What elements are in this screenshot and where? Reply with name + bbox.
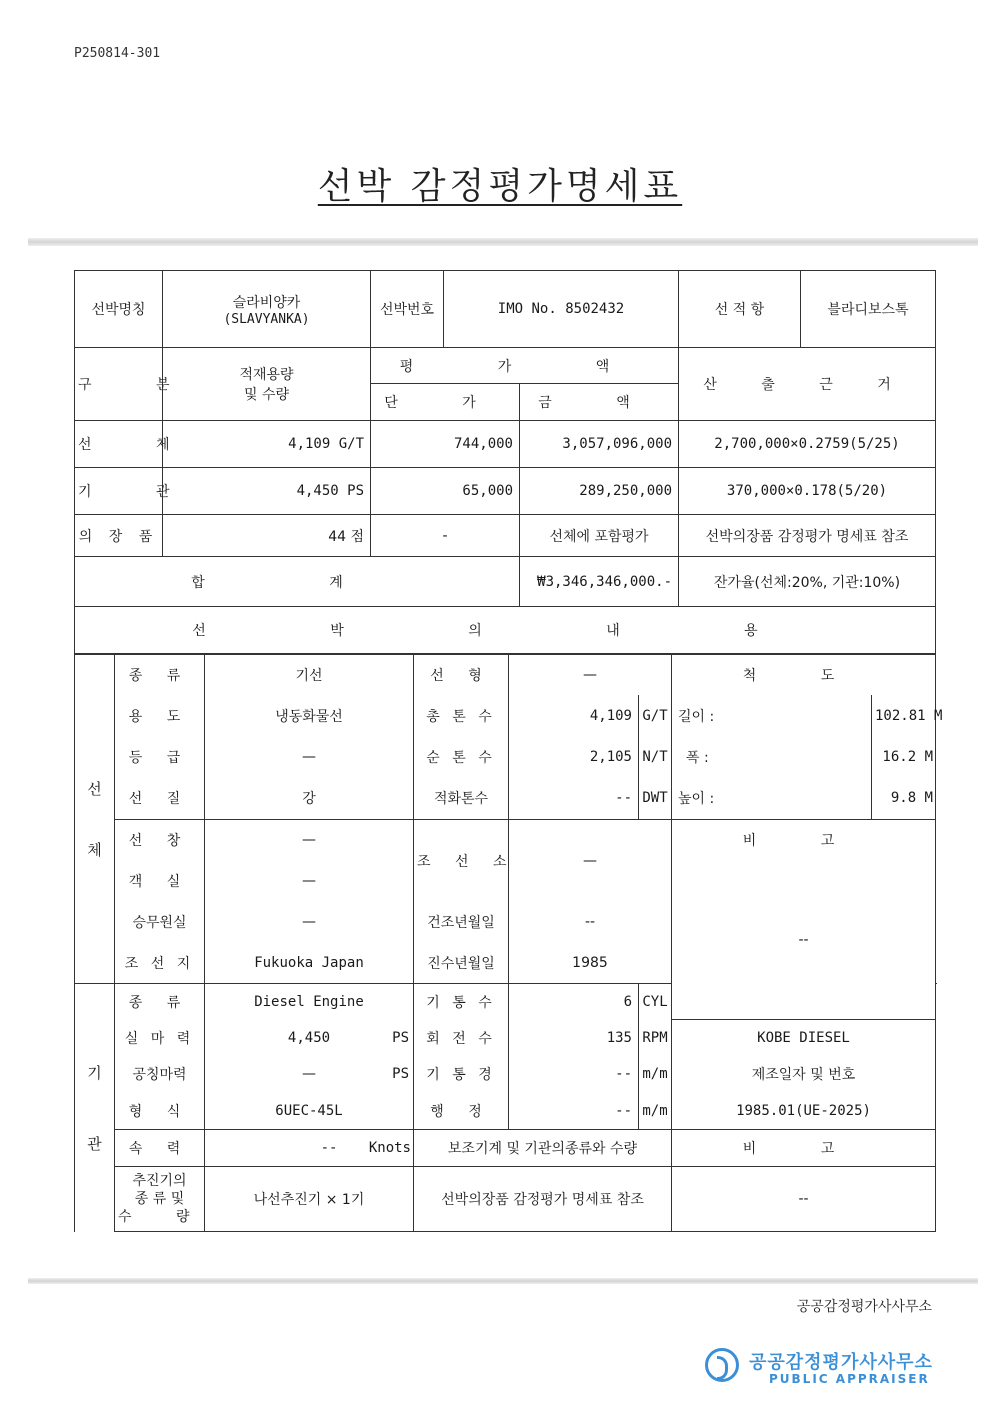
dwt: -- [509,778,639,820]
dwt-label: 적화톤수 [414,778,509,820]
total-amount: ₩3,346,346,000.- [520,557,679,607]
ship-name-label: 선박명칭 [75,271,163,348]
gross-tonnage-label: 총 톤 수 [414,695,509,737]
page-title [0,158,1000,209]
speed: -- [320,1140,338,1156]
net-tonnage: 2,105 [509,737,639,778]
bore-unit: m/m [639,1056,672,1093]
length: 102.81 M [872,695,936,737]
launch-label: 진수년월일 [414,943,509,984]
row-category: 기 관 [75,468,163,515]
aux-label: 보조기계 및 기관의종류와 수량 [414,1130,672,1167]
propulsion: 나선추진기 × 1기 [205,1167,414,1232]
maker: KOBE DIESEL [672,1020,936,1056]
propulsion-label-3: 수 량 [118,1209,210,1225]
rpm-unit: RPM [639,1020,672,1056]
row-amount: 선체에 포함평가 [520,515,679,557]
row-unit-price: - [371,515,520,557]
nominal-label: 공칭마력 [115,1056,205,1093]
cabin: — [205,861,414,902]
nominal-unit: PS [392,1066,409,1082]
engine-kind: Diesel Engine [205,984,414,1020]
hull-grade: — [205,737,414,778]
speed-unit: Knots [368,1140,411,1156]
hull-section-label [75,655,115,984]
hold: — [205,820,414,861]
nominal: — [302,1066,316,1082]
engine-row-model [75,1093,936,1130]
total-row [75,557,936,607]
speed-cell [205,1130,414,1167]
hull-remarks: -- [672,861,936,1020]
engine-row-nominal [75,1056,936,1093]
document-number: P250814-301 [74,46,161,61]
hull-label-gap [78,799,111,839]
hull-material: 강 [205,778,414,820]
logo-text-kr: 공공감정평가사사무소 [749,1352,933,1373]
total-label: 합 계 [75,557,520,607]
engine-remarks-label: 비 고 [672,1130,936,1167]
stroke-unit: m/m [639,1093,672,1130]
row-unit-price: 65,000 [371,468,520,515]
engine-label-1: 기 [87,1063,102,1082]
mfg-label: 제조일자 및 번호 [672,1056,936,1093]
header-unit-price: 단 가 [371,384,520,421]
hull-label-1: 선 [87,780,102,798]
ship-info-row [75,271,936,348]
gross-tonnage: 4,109 [509,695,639,737]
engine-row-speed [75,1130,936,1167]
row-amount: 3,057,096,000 [520,421,679,468]
rpm-label: 회 전 수 [414,1020,509,1056]
hull-material-label: 선 질 [115,778,205,820]
table-row [75,468,936,515]
residual-rate: 잔가율(선체:20%, 기관:10%) [679,557,936,607]
row-unit-price: 744,000 [371,421,520,468]
row-capacity: 4,109 G/T [163,421,371,468]
ship-name-kr: 슬라비양카 [232,294,301,311]
header-row-1 [75,348,936,384]
hull-remarks-label: 비 고 [672,820,936,861]
public-appraiser-logo [705,1346,935,1390]
net-tonnage-label: 순 톤 수 [414,737,509,778]
details-title-row [75,607,936,654]
header-basis: 산 출 근 거 [679,348,936,421]
row-category: 의 장 품 [75,515,163,557]
crew-label: 승무원실 [115,902,205,943]
logo-mark-icon [705,1348,739,1382]
height-label: 높이 : [672,778,872,820]
dwt-unit: DWT [639,778,672,820]
stroke: -- [509,1093,639,1130]
row-basis: 370,000×0.178(5/20) [679,468,936,515]
engine-label-gap [78,1083,111,1133]
propulsion-label-1: 추진기의 [132,1173,187,1189]
propulsion-label-2: 종 류 및 [134,1191,185,1207]
hull-grade-label: 등 급 [115,737,205,778]
power-cell [205,1020,414,1056]
ship-name [163,271,371,348]
net-tonnage-unit: N/T [639,737,672,778]
model-label: 형 식 [115,1093,205,1130]
row-amount: 289,250,000 [520,468,679,515]
stroke-label: 행 정 [414,1093,509,1130]
speed-label: 속 력 [115,1130,205,1167]
header-category: 구 분 [75,348,163,421]
hold-label: 선 창 [115,820,205,861]
row-basis: 2,700,000×0.2759(5/25) [679,421,936,468]
dims-label: 척 도 [672,655,936,695]
ship-number-label: 선박번호 [371,271,444,348]
hull-kind-label: 종 류 [115,655,205,695]
scan-divider-bottom [28,1278,978,1284]
built-label: 건조년월일 [414,902,509,943]
header-capacity-line2: 및 수량 [243,387,290,403]
page-title-text: 선박 감정평가명세표 [317,166,683,207]
model: 6UEC-45L [205,1093,414,1130]
engine-row-power [75,1020,936,1056]
hull-row-material [75,778,936,820]
propulsion-label [115,1167,210,1232]
row-category: 선 체 [75,421,163,468]
cylinder-count: 6 [509,984,639,1020]
hull-use: 냉동화물선 [205,695,414,737]
cylinder-unit: CYL [639,984,672,1020]
scan-divider-top [28,238,978,246]
launch: 1985 [509,943,672,984]
header-capacity-line1: 적재용량 [239,367,294,383]
bore: -- [509,1056,639,1093]
cylinder-label: 기 통 수 [414,984,509,1020]
crew: — [205,902,414,943]
ship-number: IMO No. 8502432 [444,271,679,348]
height: 9.8 M [872,778,936,820]
power: 4,450 [287,1029,331,1046]
engine-section-label [75,984,115,1232]
header-amount: 금 액 [520,384,679,421]
table-row [75,515,936,557]
nominal-cell [205,1056,414,1093]
hull-row-use [75,695,936,737]
power-label: 실 마 력 [115,1020,205,1056]
valuation-summary-table [74,270,936,654]
width-label: 폭 : [672,737,872,778]
place-label: 조 선 지 [115,943,205,984]
hull-type-label: 선 형 [414,655,509,695]
port: 블라디보스톡 [801,271,936,348]
header-value: 평 가 액 [371,348,679,384]
office-name: 공공감정평가사사무소 [796,1299,932,1315]
ship-name-en: (SLAVYANKA) [223,311,310,327]
power-unit: PS [392,1029,409,1046]
engine-row-propulsion [75,1167,936,1232]
built: -- [509,902,672,943]
logo-text-en: PUBLIC APPRAISER [769,1372,930,1386]
engine-kind-label: 종 류 [115,984,205,1020]
table-row [75,421,936,468]
hull-row-grade [75,737,936,778]
hull-kind: 기선 [205,655,414,695]
engine-label-2: 관 [87,1134,102,1153]
hull-row-hold [75,820,936,861]
length-label: 길이 : [672,695,872,737]
mfg: 1985.01(UE-2025) [672,1093,936,1130]
port-label: 선 적 항 [679,271,801,348]
shipyard-label: 조 선 소 [414,820,509,902]
cabin-label: 객 실 [115,861,205,902]
engine-remarks: -- [672,1167,936,1232]
hull-type: — [509,655,672,695]
row-capacity: 44 점 [163,515,371,557]
bore-label: 기 통 경 [414,1056,509,1093]
width: 16.2 M [872,737,936,778]
row-capacity: 4,450 PS [163,468,371,515]
shipyard: — [509,820,672,902]
hull-use-label: 용 도 [115,695,205,737]
details-title: 선 박 의 내 용 [75,607,936,654]
hull-label-2: 체 [87,841,102,859]
gross-tonnage-unit: G/T [639,695,672,737]
row-basis: 선박의장품 감정평가 명세표 참조 [679,515,936,557]
aux-equipment: 선박의장품 감정평가 명세표 참조 [414,1167,672,1232]
ship-details-table [74,654,943,1232]
hull-row-kind [75,655,936,695]
place: Fukuoka Japan [205,943,414,984]
rpm: 135 [509,1020,639,1056]
